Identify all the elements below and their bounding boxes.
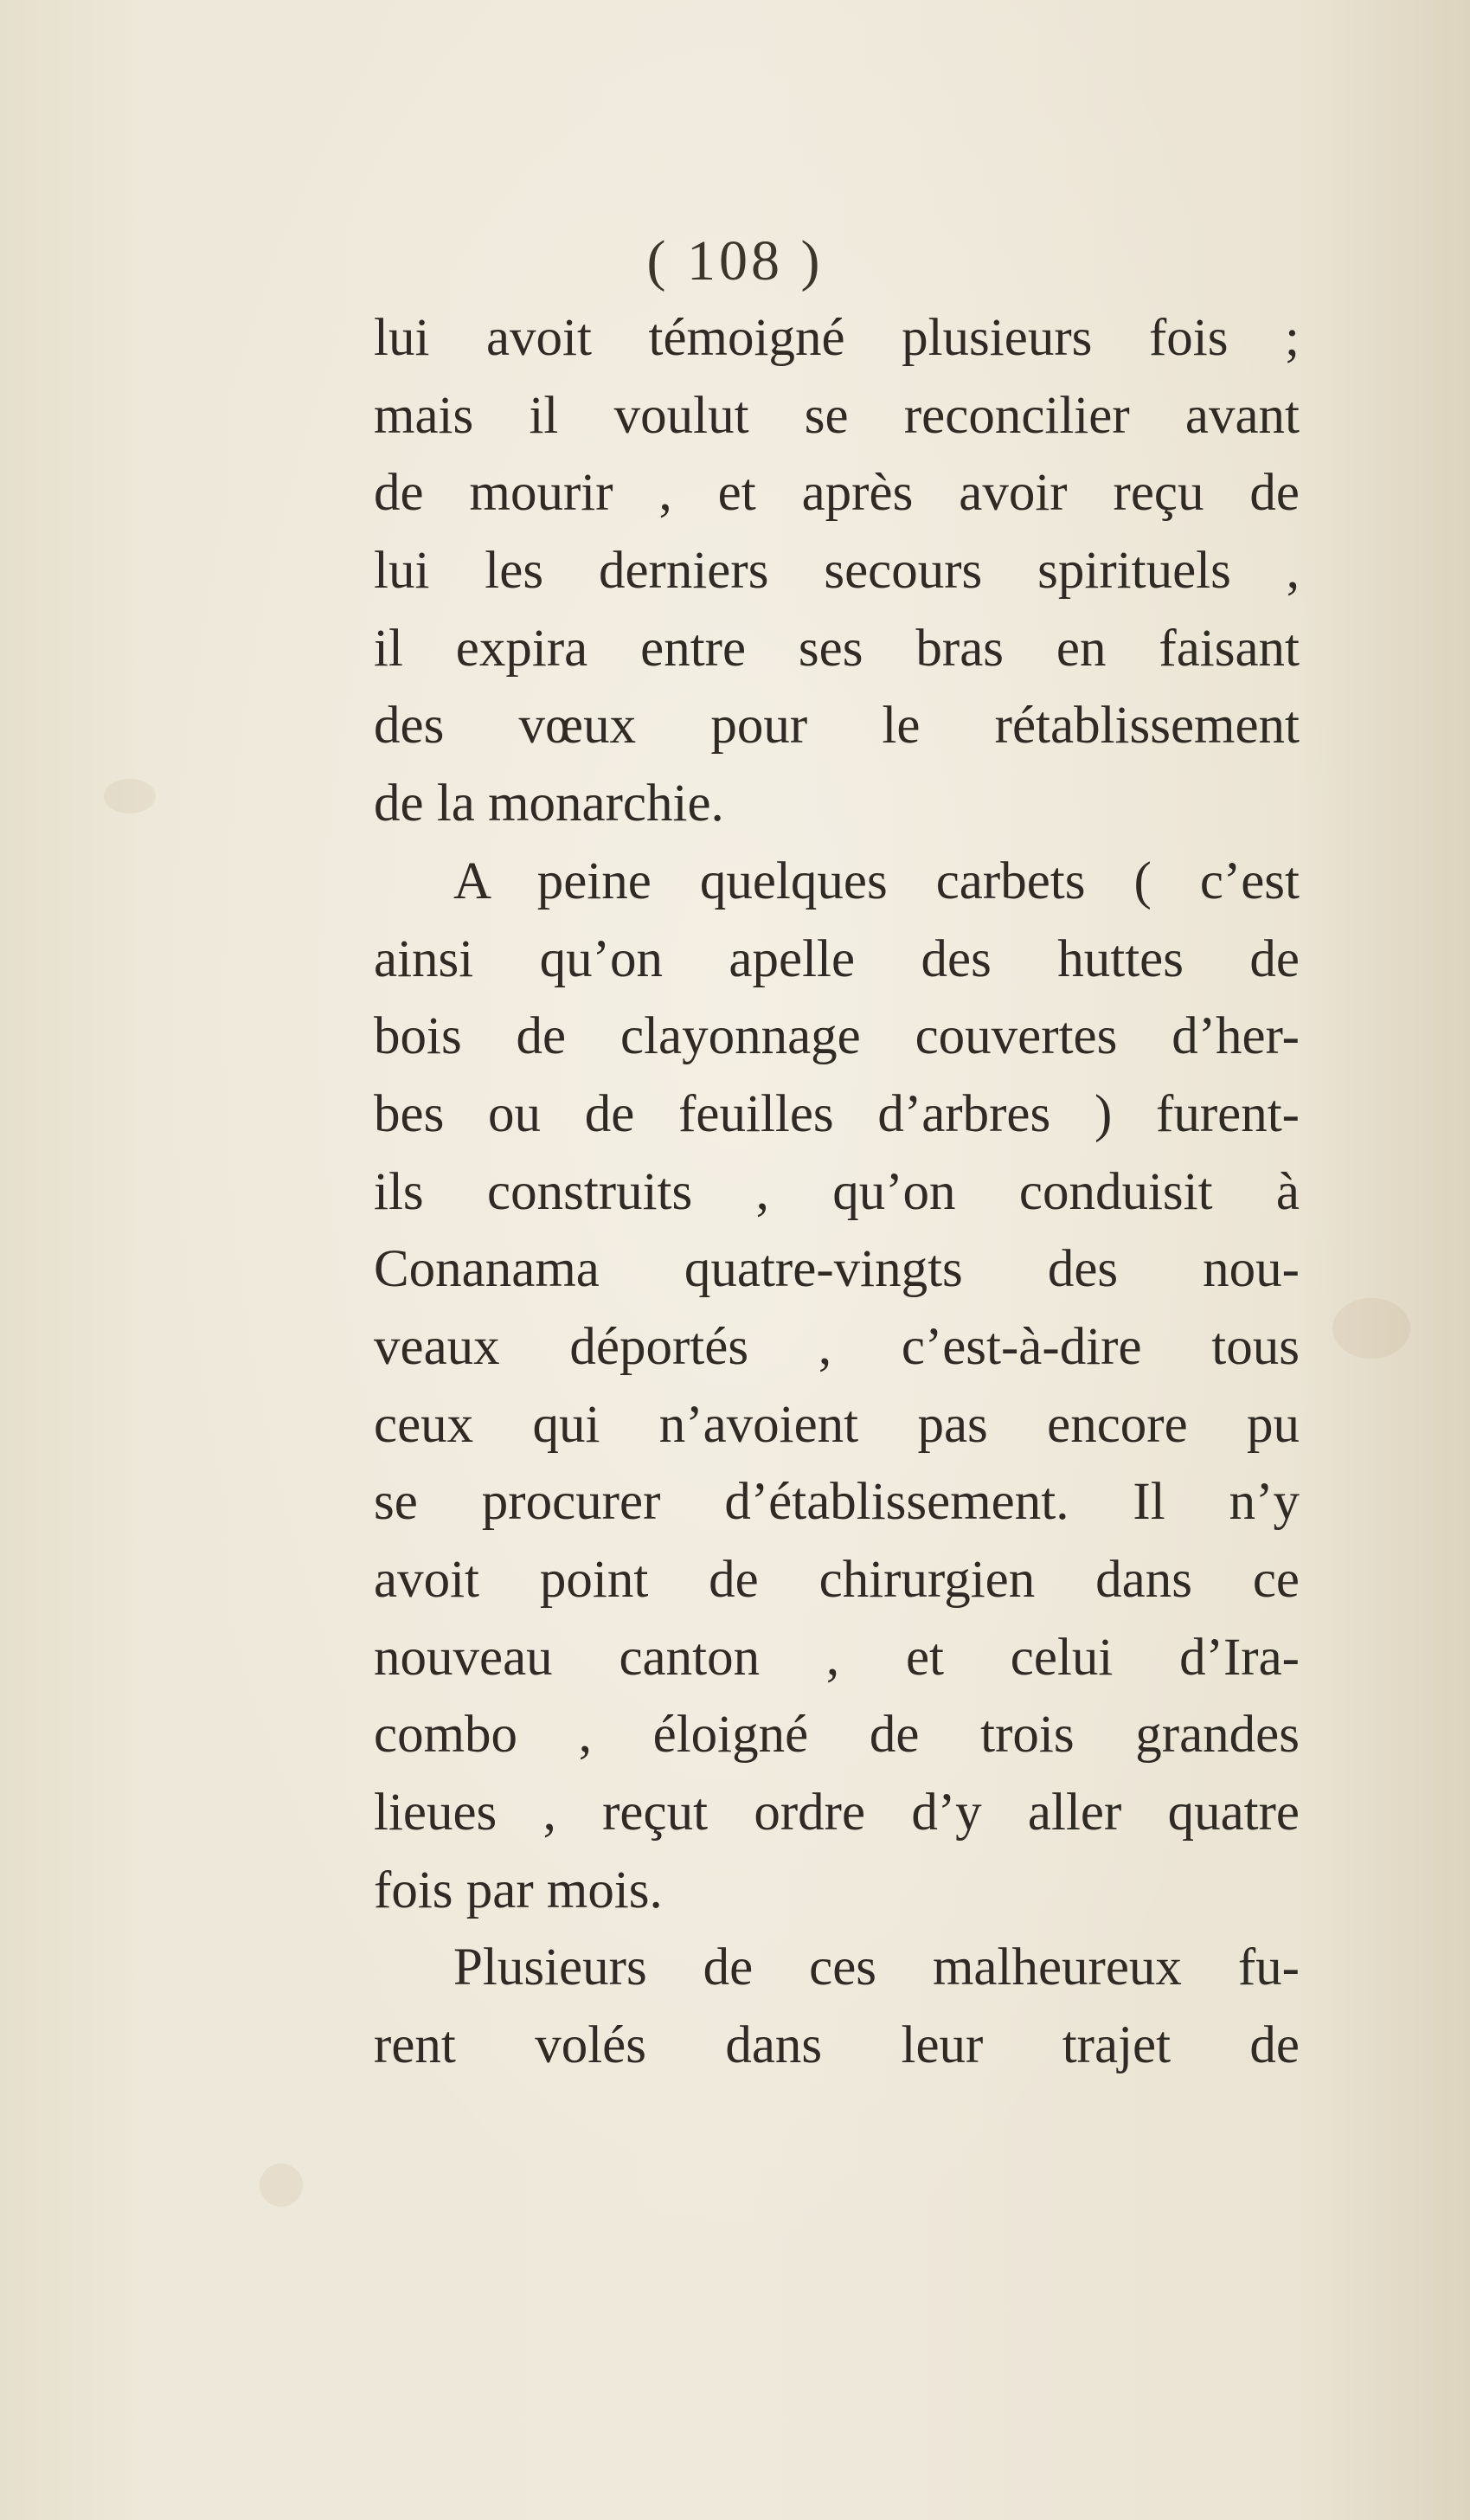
text-line: nouveau canton , et celui d’Ira- — [374, 1628, 1300, 1687]
text-line: lui avoit témoigné plusieurs fois ; — [374, 309, 1300, 367]
text-line: de mourir , et après avoir reçu de — [374, 464, 1300, 523]
text-line: bois de clayonnage couvertes d’her- — [374, 1007, 1300, 1066]
text-line: ainsi qu’on apelle des huttes de — [374, 929, 1300, 988]
paper-stain — [260, 2163, 303, 2207]
text-line: il expira entre ses bras en faisant — [374, 619, 1300, 678]
text-line: A peine quelques carbets ( c’est — [453, 852, 1300, 910]
text-line: fois par mois. — [374, 1861, 663, 1919]
text-line: de la monarchie. — [374, 775, 724, 833]
text-line: ceux qui n’avoient pas encore pu — [374, 1395, 1300, 1454]
text-line: ils construits , qu’on conduisit à — [374, 1162, 1300, 1221]
text-line: des vœux pour le rétablissement — [374, 697, 1300, 755]
paragraph — [374, 843, 1300, 1930]
page-number: ( 108 ) — [646, 229, 824, 292]
text-line: se procurer d’établissement. Il n’y — [374, 1473, 1300, 1532]
text-line: veaux déportés , c’est-à-dire tous — [374, 1317, 1300, 1376]
paper-stain — [1332, 1298, 1410, 1359]
text-line: lieues , reçut ordre d’y aller quatre — [374, 1784, 1300, 1842]
paper-stain — [104, 779, 156, 813]
text-line: Conanama quatre-vingts des nou- — [374, 1240, 1300, 1299]
body-text — [374, 299, 1300, 2085]
text-line: avoit point de chirurgien dans ce — [374, 1551, 1300, 1609]
text-line: lui les derniers secours spirituels , — [374, 542, 1300, 601]
paragraph — [374, 299, 1300, 843]
text-line: rent volés dans leur trajet de — [374, 2016, 1300, 2075]
text-line: mais il voulut se reconcilier avant — [374, 386, 1300, 445]
paragraph — [374, 1929, 1300, 2084]
text-line: combo , éloigné de trois grandes — [374, 1706, 1300, 1765]
text-line: Plusieurs de ces malheureux fu- — [453, 1938, 1300, 1997]
text-line: bes ou de feuilles d’arbres ) furent- — [374, 1084, 1300, 1143]
